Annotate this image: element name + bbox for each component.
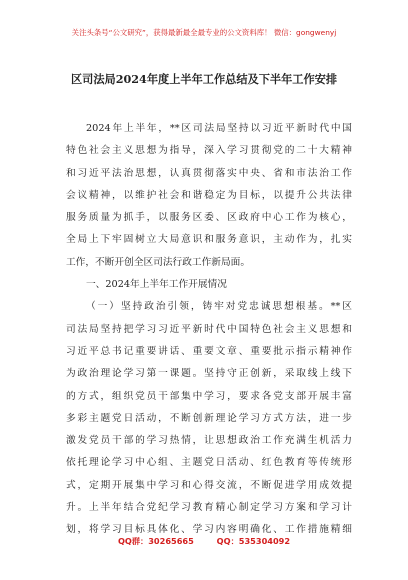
paragraph-line: 全局上下牢固树立大局意识和服务意识，主动作为，扎实	[66, 234, 352, 246]
section-heading: 一、2024年上半年工作开展情况	[86, 279, 227, 291]
paragraph-line: 服务质量为抓手，以服务区委、区政府中心工作为核心，	[66, 212, 352, 224]
paragraph-line: 多彩主题党日活动，不断创新理论学习方式方法，进一步	[66, 412, 352, 424]
paragraph-line: 特色社会主义思想为指导，深入学习贯彻党的二十大精神	[66, 145, 352, 157]
paragraph-line: 为政治理论学习第一课题。坚持守正创新，采取线上线下	[66, 368, 352, 380]
paragraph-line: 2024年上半年，**区司法局坚持以习近平新时代中国	[86, 123, 352, 134]
paragraph-line: 工作，不断开创全区司法行政工作新局面。	[66, 256, 251, 268]
qq-number-text: QQ：535304092	[216, 536, 291, 546]
paragraph-line: 司法局坚持把学习习近平新时代中国特色社会主义思想和	[66, 323, 352, 335]
paragraph-line: 习近平总书记重要讲话、重要文章、重要批示指示精神作	[66, 345, 352, 357]
paragraph-line: 式，定期开展集中学习和心得交流，不断促进学用成效提	[66, 479, 352, 491]
paragraph-line: 会议精神，以维护社会和谐稳定为目标，以提升公共法律	[66, 189, 352, 201]
paragraph-line: 激发党员干部的学习热情，让思想政治工作充满生机活力	[66, 435, 352, 447]
qq-group-text: QQ群：30265665	[117, 536, 194, 546]
header-banner: 关注头条号“公文研究”，获得最新最全最专业的公文资料库！ 微信：gongwenyj	[71, 28, 337, 37]
paragraph-line: 的方式，组织党员干部集中学习，要求各党支部开展丰富	[66, 390, 352, 402]
paragraph-line: 依托理论学习中心组、主题党日活动、红色教育等传统形	[66, 457, 352, 469]
paragraph-line: （一）坚持政治引领，铸牢对党忠诚思想根基。**区	[86, 301, 352, 313]
footer-contact	[0, 536, 408, 547]
document-body	[66, 118, 352, 542]
paragraph-line: 升。上半年结合党纪学习教育精心制定学习方案和学习计	[66, 502, 352, 514]
document-title: 区司法局2024年度上半年工作总结及下半年工作安排	[70, 72, 338, 86]
paragraph-line: 和习近平法治思想，认真贯彻落实中央、省和市法治工作	[66, 167, 352, 179]
paragraph-line: 划，将学习目标具体化、学习内容明确化、工作措施精细	[66, 524, 352, 536]
